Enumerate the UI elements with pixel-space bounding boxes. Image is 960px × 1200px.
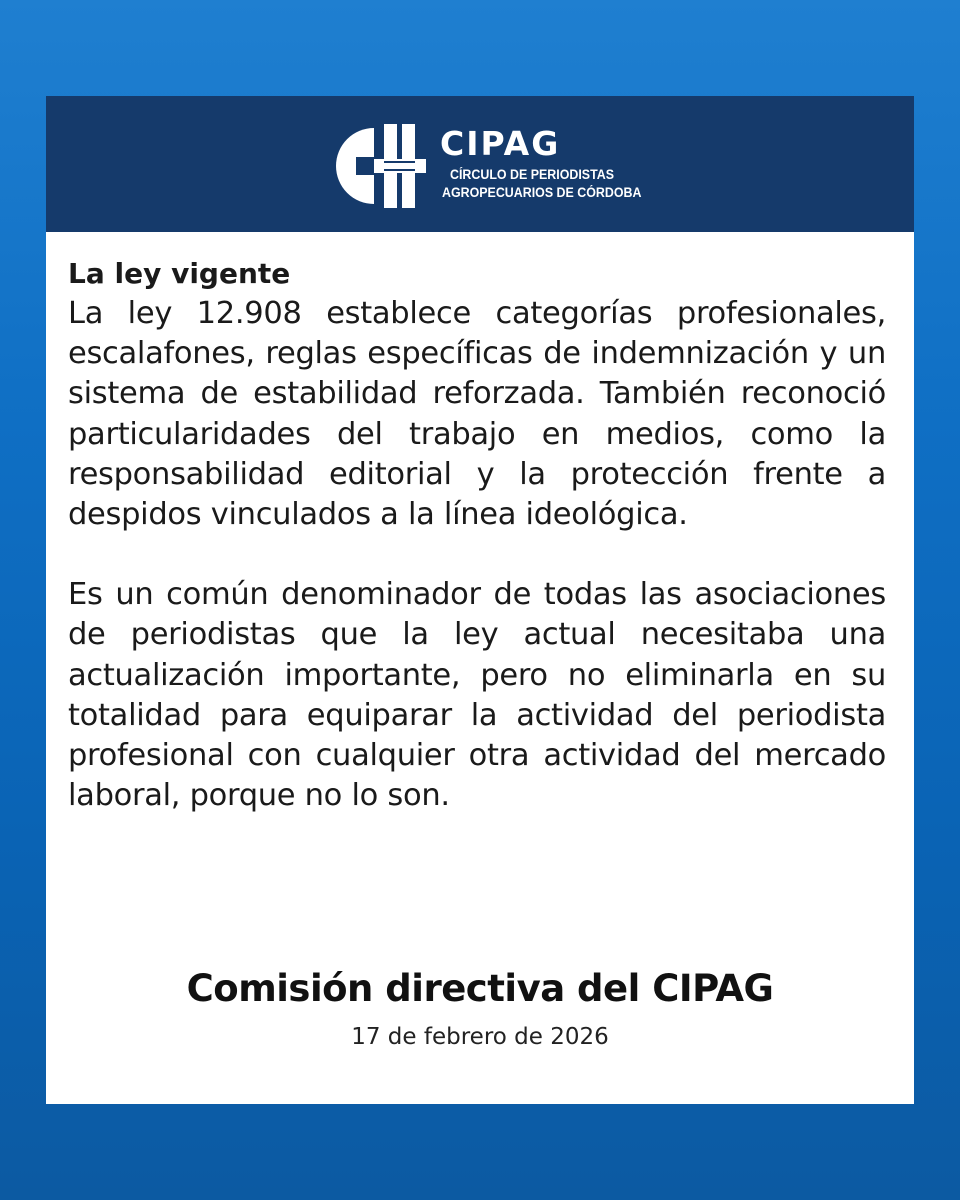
statement-card	[46, 96, 914, 1104]
brand-subtitle-line2: AGROPECUARIOS DE CÓRDOBA	[442, 185, 642, 200]
brand-name: CIPAG	[440, 124, 561, 163]
date: 17 de febrero de 2026	[351, 1024, 609, 1050]
cipag-logo	[330, 116, 650, 216]
article-heading: La ley vigente	[68, 257, 291, 290]
signature: Comisión directiva del CIPAG	[186, 967, 774, 1010]
brand-subtitle-line1: CÍRCULO DE PERIODISTAS	[450, 167, 615, 182]
article-body	[68, 256, 886, 816]
article-paragraph-2: Es un común denominador de todas las asociaciones de periodistas que la ley actual necesitaba una actualización importante, pero no eliminarla en su totalidad para equiparar la actividad del periodista profesional con cualquier otra actividad del mercado laboral, porque no lo son.	[68, 577, 886, 814]
cipag-logo-icon	[330, 116, 430, 216]
header-banner	[46, 96, 914, 232]
article-paragraph-1: La ley 12.908 establece categorías profesionales, escalafones, reglas específicas de indemnización y un sistema de estabilidad reforzada. También reconoció particularidades del trabajo en medios, como la responsabilidad editorial y la protección frente a despidos vinculados a la línea ideológica.	[68, 296, 886, 533]
